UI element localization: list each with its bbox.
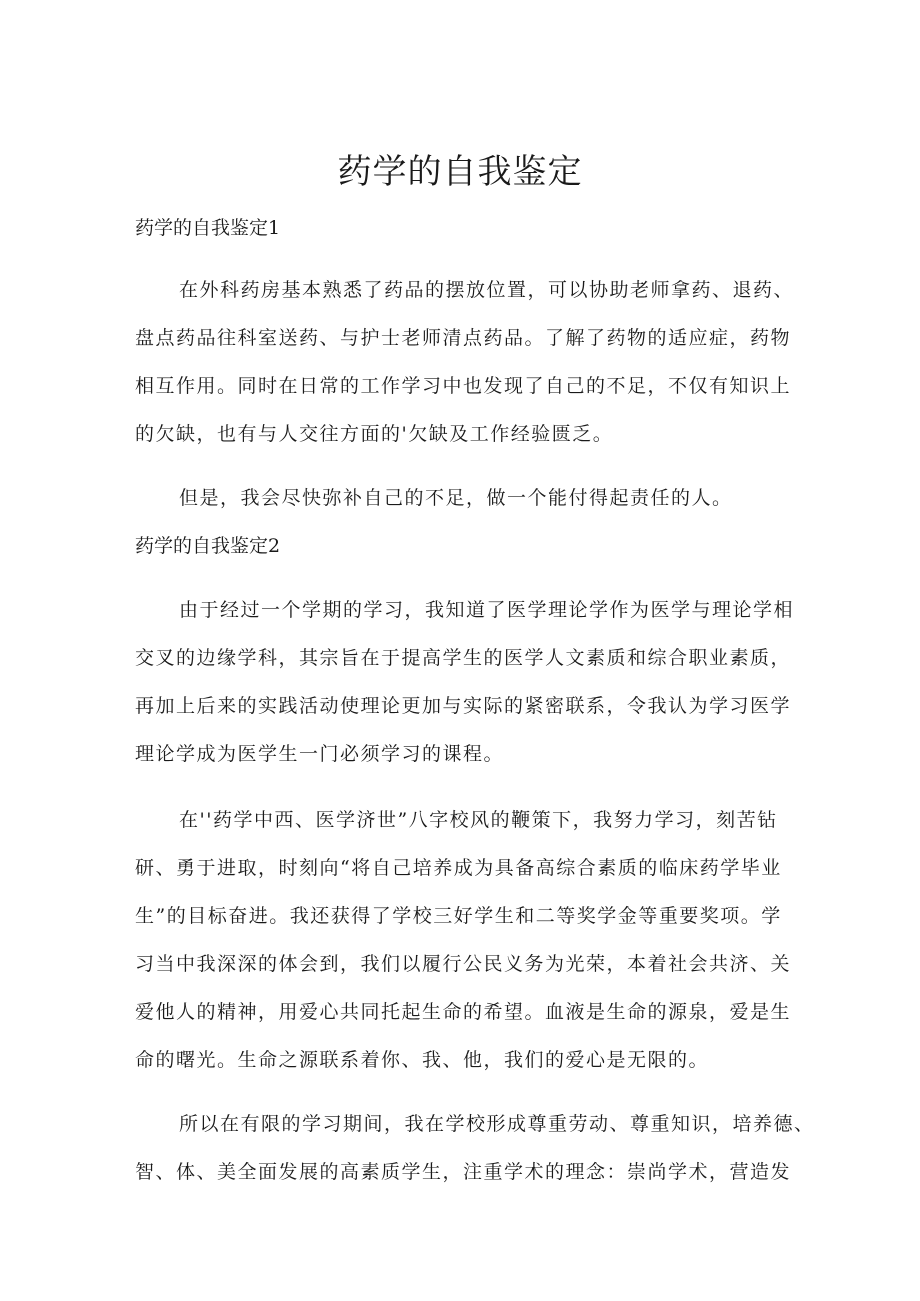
text-line: 生”的目标奋进。我还获得了学校三好学生和二等奖学金等重要奖项。学 xyxy=(135,905,782,927)
text-line: 所以在有限的学习期间，我在学校形成尊重劳动、尊重知识，培养德、 xyxy=(179,1113,815,1135)
section-heading-2: 药学的自我鉴定2 xyxy=(135,535,281,557)
text-line: 的欠缺，也有与人交往方面的'欠缺及工作经验匮乏。 xyxy=(135,423,614,445)
text-line: 相互作用。同时在日常的工作学习中也发现了自己的不足，不仅有知识上 xyxy=(135,375,792,397)
paragraph-1-1 xyxy=(135,266,800,458)
text-line: 智、体、美全面发展的高素质学生，注重学术的理念：崇尚学术，营造发 xyxy=(135,1161,792,1183)
text-line: 由于经过一个学期的学习，我知道了医学理论学作为医学与理论学相 xyxy=(179,599,795,621)
text-line: 在外科药房基本熟悉了药品的摆放位置，可以协助老师拿药、退药、 xyxy=(179,279,795,301)
text-line: 但是，我会尽快弥补自己的不足，做一个能付得起责任的人。 xyxy=(179,487,733,509)
paragraph-2-3 xyxy=(135,1100,815,1196)
text-line: 研、勇于进取，时刻向“将自己培养成为具备高综合素质的临床药学毕业 xyxy=(135,857,782,879)
paragraph-2-2 xyxy=(135,796,800,1084)
document-title: 药学的自我鉴定 xyxy=(337,152,583,192)
section-heading-1: 药学的自我鉴定1 xyxy=(135,217,281,239)
text-line: 习当中我深深的体会到，我们以履行公民义务为光荣，本着社会共济、关 xyxy=(135,953,792,975)
paragraph-2-1 xyxy=(135,586,800,778)
text-line: 再加上后来的实践活动使理论更加与实际的紧密联系，令我认为学习医学 xyxy=(135,695,792,717)
text-line: 爱他人的精神，用爱心共同托起生命的希望。血液是生命的源泉，爱是生 xyxy=(135,1001,792,1023)
text-line: 盘点药品往科室送药、与护士老师清点药品。了解了药物的适应症，药物 xyxy=(135,327,792,349)
text-line: 理论学成为医学生一门必须学习的课程。 xyxy=(135,743,505,765)
text-line: 交叉的边缘学科，其宗旨在于提高学生的医学人文素质和综合职业素质， xyxy=(135,647,792,669)
text-line: 命的曙光。生命之源联系着你、我、他，我们的爱心是无限的。 xyxy=(135,1049,710,1071)
paragraph-1-2 xyxy=(135,474,800,522)
text-line: 在''药学中西、医学济世”八字校风的鞭策下，我努力学习，刻苦钻 xyxy=(179,809,778,831)
